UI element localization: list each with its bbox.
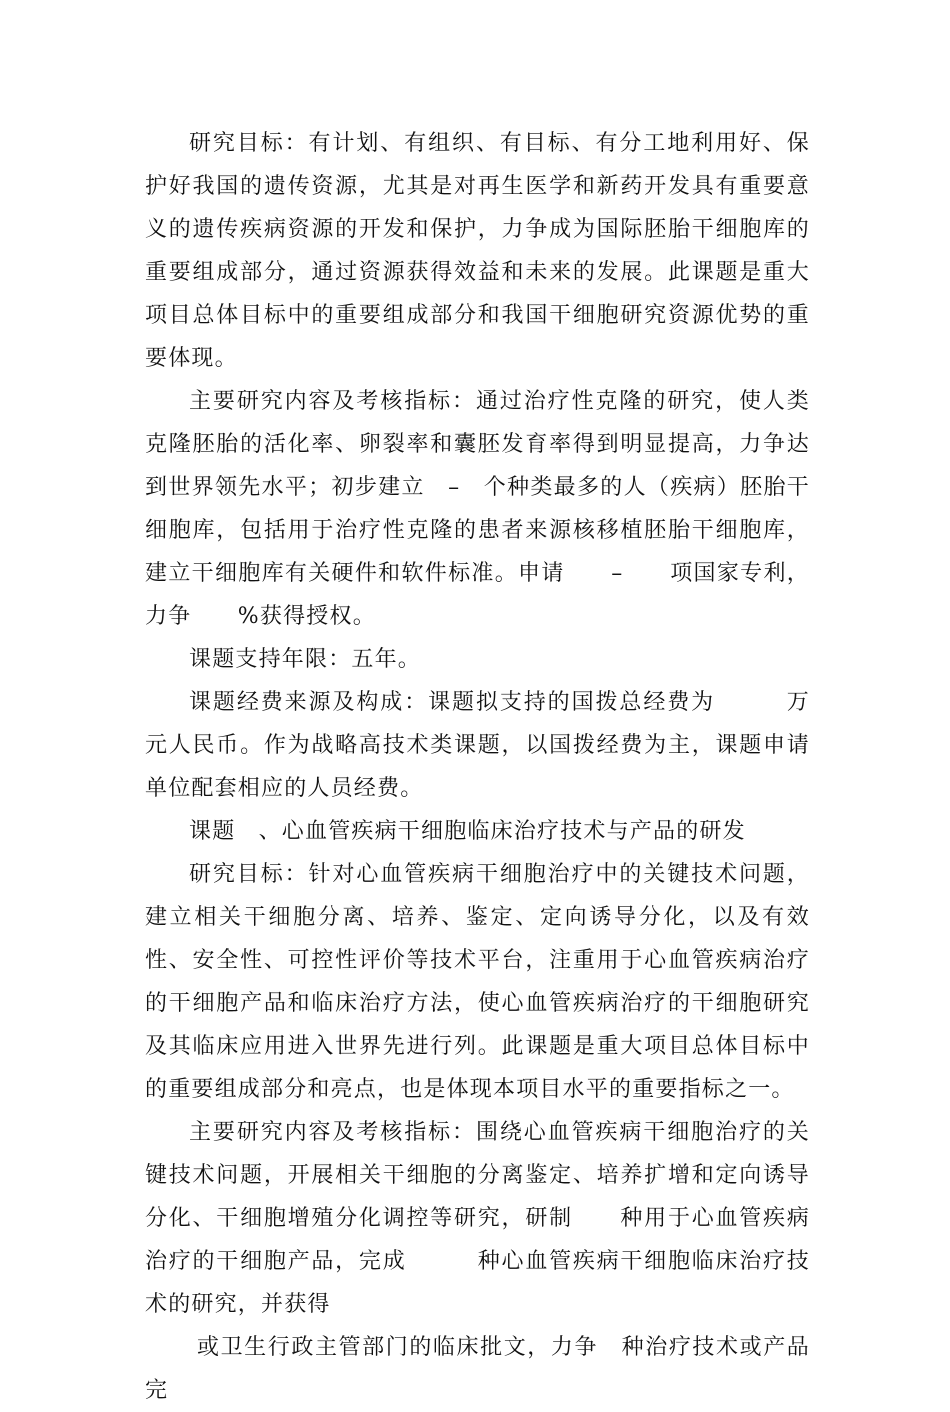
paragraph-topic-heading: 课题 、心血管疾病干细胞临床治疗技术与产品的研发 [189, 819, 746, 844]
paragraph-research-goal-1: 研究目标：有计划、有组织、有目标、有分工地利用好、保护好我国的遗传资源，尤其是对再生医学和新药开发具有重要意义的遗传疾病资源的开发和保护，力争成为国际胚胎干细胞库的重要组成部分，通过资源获得效益和未来的发展。此课题是重大项目总体目标中的重要组成部分和我国干细胞研究资源优势的重要体现。 [145, 131, 810, 371]
paragraph-funding-source: 课题经费来源及构成：课题拟支持的国拨总经费为 万元人民币。作为战略高技术类课题，以国拨经费为主，课题申请单位配套相应的人员经费。 [145, 690, 810, 801]
paragraph-main-content-2: 主要研究内容及考核指标：围绕心血管疾病干细胞治疗的关键技术问题，开展相关干细胞的分离鉴定、培养扩增和定向诱导分化、干细胞增殖分化调控等研究，研制 种用于心血管疾病治疗的干细胞产品，完成 种心血管疾病干细胞临床治疗技术的研究，并获得 [145, 1120, 810, 1317]
paragraph-continuation: 或卫生行政主管部门的临床批文，力争 种治疗技术或产品完 [145, 1335, 810, 1403]
paragraph-main-content-1: 主要研究内容及考核指标：通过治疗性克隆的研究，使人类克隆胚胎的活化率、卵裂率和囊胚发育率得到明显提高，力争达到世界领先水平；初步建立 – 个种类最多的人（疾病）胚胎干细胞库，包括用于治疗性克隆的患者来源核移植胚胎干细胞库，建立干细胞库有关硬件和软件标准。申请 – 项国家专利，力争 %获得授权。 [145, 389, 810, 629]
paragraph-research-goal-2: 研究目标：针对心血管疾病干细胞治疗中的关键技术问题，建立相关干细胞分离、培养、鉴定、定向诱导分化，以及有效性、安全性、可控性评价等技术平台，注重用于心血管疾病治疗的干细胞产品和临床治疗方法，使心血管疾病治疗的干细胞研究及其临床应用进入世界先进行列。此课题是重大项目总体目标中的重要组成部分和亮点，也是体现本项目水平的重要指标之一。 [145, 862, 810, 1102]
document-body [145, 122, 810, 1412]
paragraph-support-years: 课题支持年限：五年。 [189, 647, 422, 672]
